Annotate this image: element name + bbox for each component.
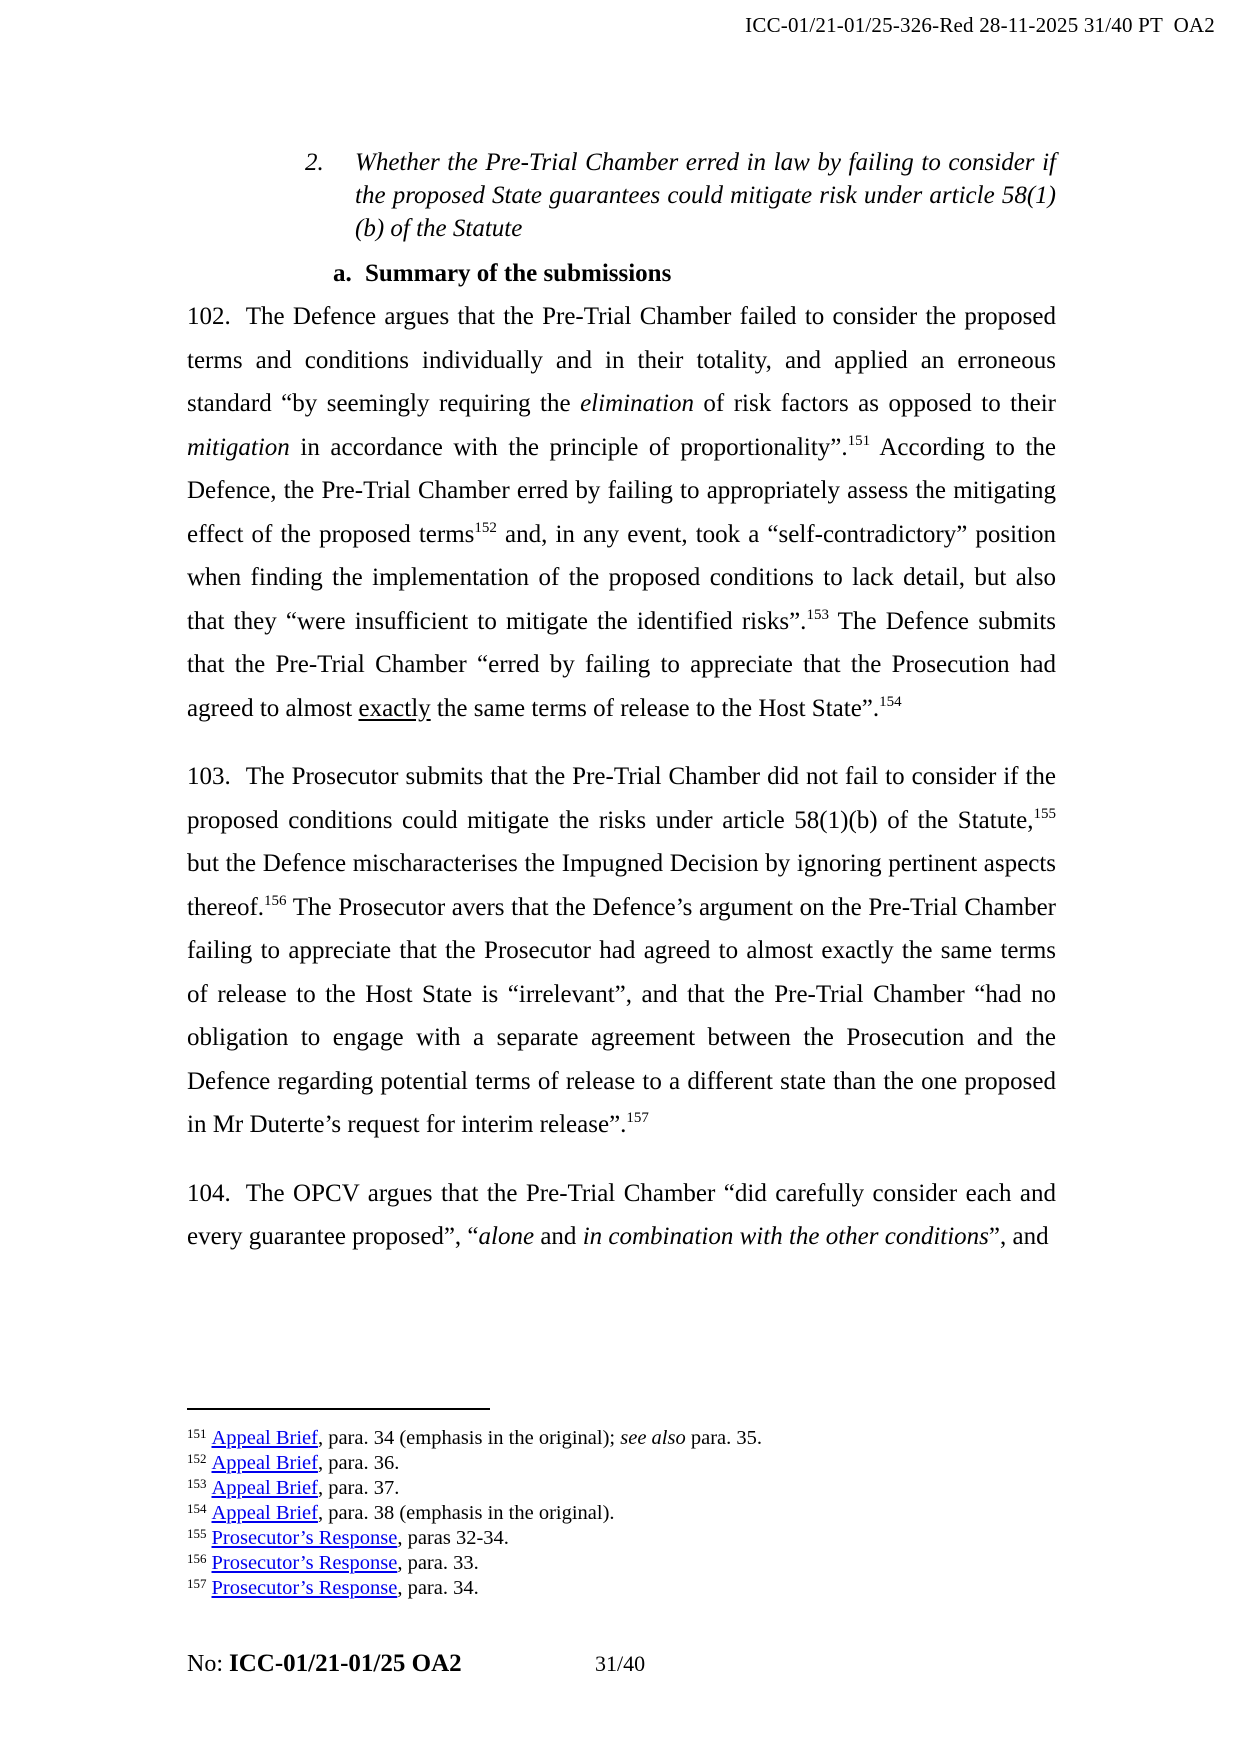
text-run: ”, and: [988, 1223, 1049, 1250]
footnote-link[interactable]: Appeal Brief: [211, 1477, 318, 1499]
document-body: [187, 0, 1056, 1259]
italic-text: in combination with the other conditions: [582, 1223, 989, 1250]
text-run: The Prosecutor avers that the Defence’s argument on the Pre-Trial Chamber failing to appreciate that the Prosecutor had agreed to almost exactly the same terms of release to the Host State is “irrelevant”, and that the Pre-Trial Chamber “had no obligation to engage with a separate agreement between the Prosecution and the Defence regarding potential terms of release to a different state than the one proposed in Mr Duterte’s request for interim release”.: [187, 893, 1056, 1138]
italic-text: alone: [478, 1223, 535, 1250]
section-heading: [187, 0, 1056, 245]
paragraph-103: [187, 755, 1056, 1147]
italic-text: see also: [620, 1427, 686, 1449]
footnote-ref: 155: [187, 1526, 207, 1541]
text-run: and, in any event, took a “self-contradictory” position when finding the implementation of the proposed conditions to lack detail, but also that they “were insufficient to mitigate the identified risks”.: [187, 520, 1056, 635]
paragraph-102: [187, 295, 1056, 730]
footnote-ref: 155: [1033, 805, 1056, 822]
page-footer: [187, 1650, 1056, 1678]
footnote-155: [187, 1526, 1056, 1551]
footnote-156: [187, 1551, 1056, 1576]
footnote-ref: 151: [187, 1426, 207, 1441]
paragraph-number: 104.: [187, 1179, 231, 1207]
footnote-ref: 156: [187, 1551, 207, 1566]
footnote-ref: 151: [847, 432, 871, 449]
footnote-ref: 156: [264, 892, 287, 909]
section-heading-number: 2.: [305, 149, 324, 176]
text-run: , para. 38 (emphasis in the original).: [317, 1502, 615, 1524]
footnote-separator-rule: [187, 1408, 490, 1410]
footnotes-section: [187, 1408, 1056, 1601]
footnote-link[interactable]: Prosecutor’s Response: [211, 1577, 398, 1599]
footnote-ref: 153: [187, 1476, 207, 1491]
text-run: According to the Defence, the Pre-Trial Chamber erred by failing to appropriately assess the mitigating effect of the proposed terms: [187, 433, 1056, 548]
paragraph-number: 102.: [187, 303, 231, 330]
subsection-heading-letter: a.: [333, 260, 352, 287]
footer-case-number: ICC-01/21-01/25 OA2: [229, 1650, 462, 1677]
text-run: The Defence submits that the Pre-Trial Chamber “erred by failing to appreciate that the Prosecution had agreed to almost: [187, 607, 1056, 722]
footnote-152: [187, 1451, 1056, 1476]
paragraph-number: 103.: [187, 763, 231, 790]
footnote-151: [187, 1426, 1056, 1451]
text-run: and: [534, 1223, 583, 1250]
text-run: para. 35.: [685, 1427, 763, 1449]
footnote-ref: 152: [474, 519, 497, 536]
footnote-link[interactable]: Appeal Brief: [211, 1427, 318, 1449]
italic-text: mitigation: [187, 433, 290, 461]
footnote-ref: 152: [187, 1451, 207, 1466]
text-run: of risk factors as opposed to their: [693, 390, 1056, 417]
footnote-link[interactable]: Appeal Brief: [211, 1452, 318, 1474]
footnote-ref: 157: [626, 1110, 649, 1126]
footnote-ref: 154: [879, 693, 902, 710]
paragraph-104: [187, 1172, 1056, 1259]
underlined-text: exactly: [358, 694, 431, 722]
text-run: the same terms of release to the Host State”.: [430, 694, 880, 722]
italic-text: elimination: [580, 390, 694, 417]
section-heading-text: Whether the Pre-Trial Chamber erred in law by failing to consider if the proposed State guarantees could mitigate risk under article 58(1)(b) of the Statute: [355, 149, 1056, 242]
footnote-link[interactable]: Prosecutor’s Response: [211, 1527, 398, 1549]
footnote-ref: 154: [187, 1501, 207, 1516]
footnote-157: [187, 1576, 1056, 1601]
page-number: 31/40: [595, 1651, 646, 1676]
footnote-link[interactable]: Appeal Brief: [211, 1502, 318, 1524]
footnote-link[interactable]: Prosecutor’s Response: [211, 1552, 398, 1574]
text-run: , para. 34 (emphasis in the original);: [317, 1427, 621, 1449]
text-run: , para. 33.: [397, 1552, 479, 1574]
text-run: , para. 37.: [317, 1477, 400, 1499]
text-run: The OPCV argues that the Pre-Trial Chamber “did carefully consider each and every guarantee proposed”, “: [187, 1179, 1056, 1250]
subsection-heading: [187, 259, 1056, 289]
footnote-154: [187, 1501, 1056, 1526]
text-run: in accordance with the principle of proportionality”.: [289, 433, 848, 461]
subsection-heading-text: Summary of the submissions: [365, 260, 672, 287]
text-run: , paras 32-34.: [397, 1527, 509, 1549]
text-run: , para. 34.: [397, 1577, 479, 1599]
footnote-ref: 153: [806, 606, 829, 623]
footer-case-label: No:: [187, 1651, 229, 1677]
court-filing-stamp: ICC-01/21-01/25-326-Red 28-11-2025 31/40 PT OA2: [745, 13, 1215, 37]
text-run: but the Defence mischaracterises the Impugned Decision by ignoring pertinent aspects thereof.: [187, 850, 1056, 921]
text-run: The Defence argues that the Pre-Trial Chamber failed to consider the proposed terms and conditions individually and in their totality, and applied an erroneous standard “by seemingly requiring the: [187, 303, 1056, 417]
footnote-153: [187, 1476, 1056, 1501]
footnote-ref: 157: [187, 1576, 207, 1591]
text-run: , para. 36.: [317, 1452, 400, 1474]
text-run: The Prosecutor submits that the Pre-Trial Chamber did not fail to consider if the proposed conditions could mitigate the risks under article 58(1)(b) of the Statute,: [187, 763, 1056, 834]
